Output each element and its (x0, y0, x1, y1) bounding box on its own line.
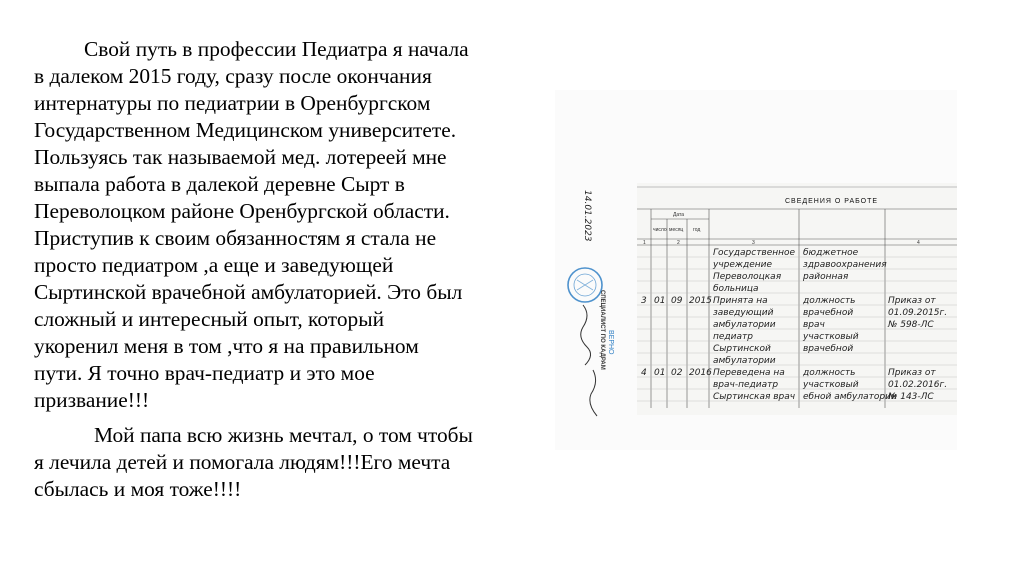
row-order-line: № 143-ЛС (888, 392, 934, 402)
row-org-line: Принята на (713, 296, 768, 306)
signature-scribble (581, 305, 591, 365)
col-month: месяц (669, 227, 684, 233)
row-org-line: врач-педиатр (713, 380, 779, 390)
main-text (34, 36, 554, 503)
text-line: укоренил меня в том ,что я на правильном (34, 334, 419, 358)
workbook-header: СВЕДЕНИЯ О РАБОТЕ (785, 198, 879, 205)
paragraph-2 (34, 422, 554, 503)
col-num-4: 4 (917, 240, 920, 246)
row-num: 3 (641, 296, 647, 306)
text-line: Государственном Медицинском университете. (34, 118, 457, 142)
stamp-line-2: СПЕЦИАЛИСТ ПО КАДРАМ (599, 290, 605, 370)
text-line: Пользуясь так называемой мед. лотереей мне (34, 145, 447, 169)
row-pos-line: участковый (803, 332, 859, 342)
row-day: 01 (654, 296, 666, 306)
row-pos-line: районная (803, 272, 849, 282)
text-line: Мой папа всю жизнь мечтал, о том чтобы (94, 423, 473, 447)
row-order-line: 01.09.2015г. (888, 308, 948, 318)
text-line: в далеком 2015 году, сразу после окончания (34, 64, 432, 88)
row-pos-line: участковый (803, 380, 859, 390)
text-line: пути. Я точно врач-педиатр и это мое (34, 361, 375, 385)
stamp-line-1: ВЕРНО (607, 330, 614, 355)
text-line: Сыртинской врачебной амбулаторией. Это был (34, 280, 463, 304)
col-num-2: 2 (677, 240, 680, 246)
row-org-line: Государственное (713, 248, 796, 258)
text-line: интернатуры по педиатрии в Оренбургском (34, 91, 431, 115)
text-line: сложный и интересный опыт, который (34, 307, 385, 331)
text-line: Свой путь в профессии Педиатра я начала (84, 37, 469, 61)
col-date: Дата (673, 212, 685, 218)
row-order-line: № 598-ЛС (888, 320, 934, 330)
text-line: просто педиатром ,а еще и заведующей (34, 253, 394, 277)
row-pos-line: врачебной (803, 308, 854, 318)
col-num-3: 3 (752, 240, 755, 246)
row-month: 02 (671, 368, 683, 378)
row-org-line: учреждение (713, 260, 773, 270)
row-year: 2015 (689, 296, 712, 306)
row-pos-line: врач (803, 320, 825, 330)
text-line: Переволоцком районе Оренбургской области. (34, 199, 450, 223)
row-org-line: амбулатории (713, 356, 776, 366)
text-line: сбылась и моя тоже!!!! (34, 477, 242, 501)
row-pos-line: здравоохранения (803, 260, 887, 270)
row-pos-line: бюджетное (803, 248, 859, 258)
col-day: число (653, 227, 667, 233)
row-order-line: Приказ от (888, 296, 936, 306)
row-order-line: 01.02.2016г. (888, 380, 948, 390)
col-year: год (693, 227, 701, 233)
margin-date-note: 14.01.2023 (582, 190, 592, 242)
row-pos-line: должность (803, 296, 856, 306)
row-year: 2016 (689, 368, 712, 378)
row-org-line: больница (713, 284, 759, 294)
row-month: 09 (671, 296, 683, 306)
row-pos-line: должность (803, 368, 856, 378)
row-pos-line: ебной амбулатории (803, 392, 897, 402)
hr-stamp (568, 268, 602, 302)
row-org-line: Сыртинская врач (713, 392, 796, 402)
text-line: Приступив к своим обязанностям я стала не (34, 226, 437, 250)
row-org-line: заведующий (713, 308, 774, 318)
text-line: выпала работа в далекой деревне Сырт в (34, 172, 405, 196)
row-pos-line: врачебной (803, 344, 854, 354)
row-num: 4 (641, 368, 647, 378)
row-org-line: педиатр (713, 332, 753, 342)
row-org-line: Сыртинской (713, 344, 771, 354)
row-day: 01 (654, 368, 666, 378)
text-line: призвание!!! (34, 388, 150, 412)
signature-scribble-2 (590, 370, 597, 416)
signature-stamp-strip (563, 180, 623, 450)
col-num-1: 1 (643, 240, 646, 246)
row-org-line: амбулатории (713, 320, 776, 330)
row-org-line: Переведена на (713, 368, 785, 378)
work-record-book (637, 183, 957, 415)
paragraph-1 (34, 36, 554, 414)
row-org-line: Переволоцкая (713, 272, 782, 282)
text-line: я лечила детей и помогала людям!!!Его мечта (34, 450, 451, 474)
row-order-line: Приказ от (888, 368, 936, 378)
